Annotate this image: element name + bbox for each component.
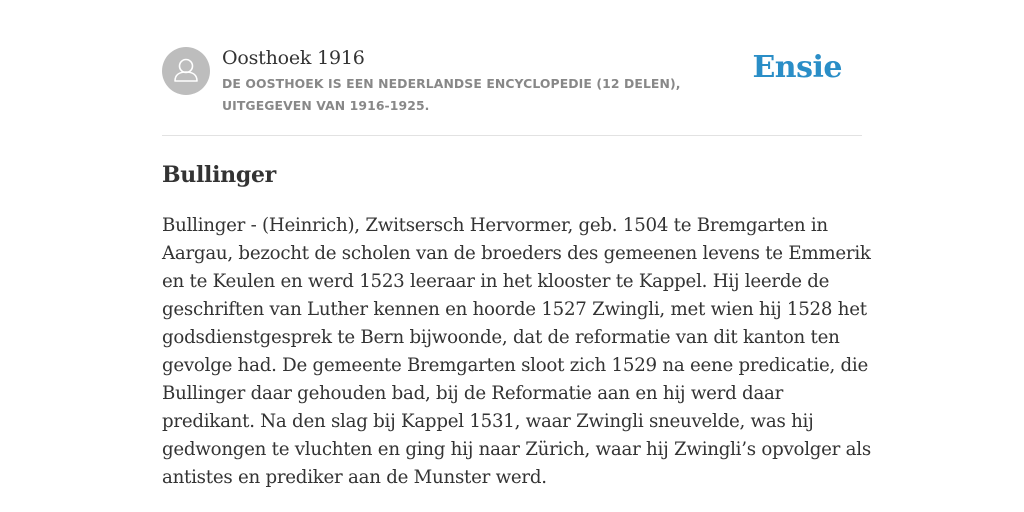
ensie-logo[interactable]: Ensie	[752, 50, 842, 85]
entry-title: Bullinger	[162, 162, 276, 188]
header-divider	[162, 135, 862, 136]
source-header	[162, 46, 862, 116]
entry-body: Bullinger - (Heinrich), Zwitsersch Hervormer, geb. 1504 te Bremgarten in Aargau, bezocht de scholen van de broeders des gemeenen levens te Emmerik en te Keulen en werd 1523 leeraar in het klooster te Kappel. Hij leerde de geschriften van Luther kennen en hoorde 1527 Zwingli, met wien hij 1528 het godsdienstgesprek te Bern bijwoonde, dat de reformatie van dit kanton ten gevolge had. De gemeente Bremgarten sloot zich 1529 na eene predicatie, die Bullinger daar gehouden bad, bij de Reformatie aan en hij werd daar predikant. Na den slag bij Kappel 1531, waar Zwingli sneuvelde, was hij gedwongen te vluchten en ging hij naar Zürich, waar hij Zwingli’s opvolger als antistes en prediker aan de Munster werd.	[162, 215, 871, 488]
source-description: DE OOSTHOEK IS EEN NEDERLANDSE ENCYCLOPEDIE (12 DELEN), UITGEGEVEN VAN 1916-1925.	[222, 76, 681, 113]
source-avatar[interactable]	[162, 47, 210, 95]
source-info	[222, 46, 762, 117]
user-silhouette-icon	[162, 47, 210, 95]
source-title[interactable]: Oosthoek 1916	[222, 47, 365, 69]
